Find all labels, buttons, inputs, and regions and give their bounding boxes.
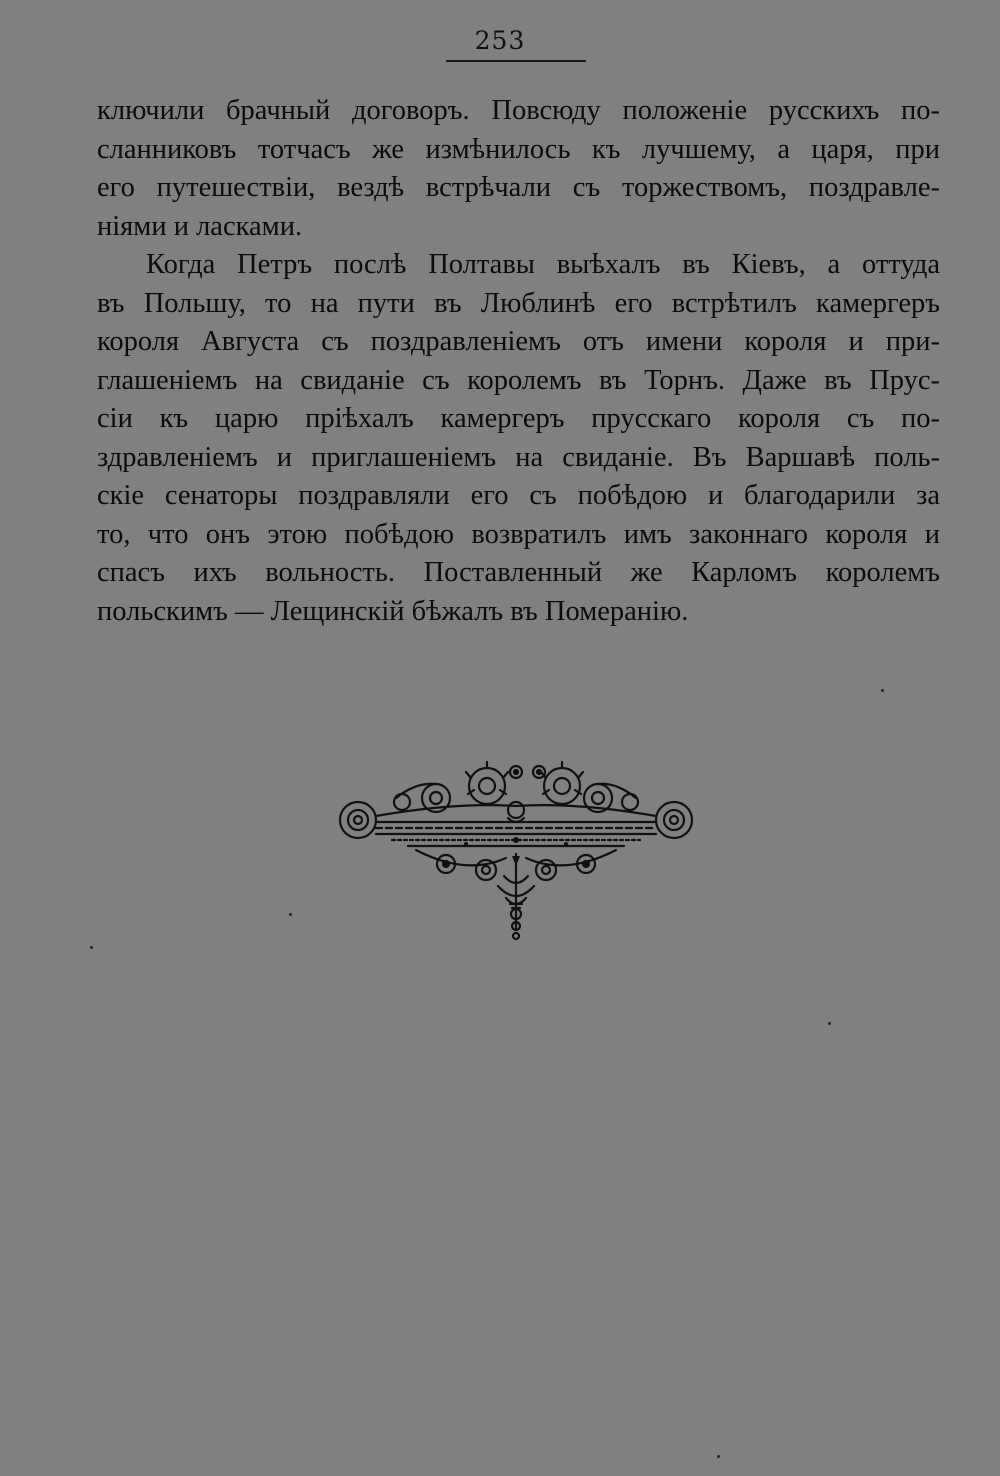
tailpiece-ornament-icon [336,758,696,948]
text-line: короля Августа съ поздравленіемъ отъ имени короля и при- [97,326,940,357]
text-line: въ Польшу, то на пути въ Люблинѣ его встрѣтилъ камергеръ [97,287,940,319]
text-line: Когда Петръ послѣ Полтавы выѣхалъ въ Кіевъ, а оттуда [146,249,940,280]
paper-speck [90,946,93,949]
paper-speck [828,1022,831,1025]
text-line: скіе сенаторы поздравляли его съ побѣдою и благодарили за [97,480,940,511]
page-number: 253 [474,26,526,55]
text-line: здравленіемъ и приглашеніемъ на свиданіе. Въ Варшавѣ поль- [97,441,940,473]
text-line: польскимъ — Лещинскій бѣжалъ въ Померанію. [97,595,689,627]
text-line: сіи къ царю пріѣхалъ камергеръ прусскаго короля съ по- [97,403,940,434]
text-line: спасъ ихъ вольность. Поставленный же Карломъ королемъ [97,557,940,588]
text-line: ключили брачный договоръ. Повсюду положеніе русскихъ по- [97,95,940,126]
text-line: ніями и ласками. [97,210,303,242]
paper-speck [289,913,292,916]
text-line: глашеніемъ на свиданіе съ королемъ въ Торнъ. Даже въ Прус- [97,364,940,396]
text-line: сланниковъ тотчасъ же измѣнилось къ лучшему, а царя, при [97,133,940,165]
text-line: его путешествіи, вездѣ встрѣчали съ торжествомъ, поздравле- [97,172,940,203]
body-text [97,92,940,631]
text-line: то, что онъ этою побѣдою возвратилъ имъ законнаго короля и [97,518,940,550]
header-rule [446,60,586,62]
paper-speck [881,689,884,692]
paper-speck [717,1455,720,1458]
